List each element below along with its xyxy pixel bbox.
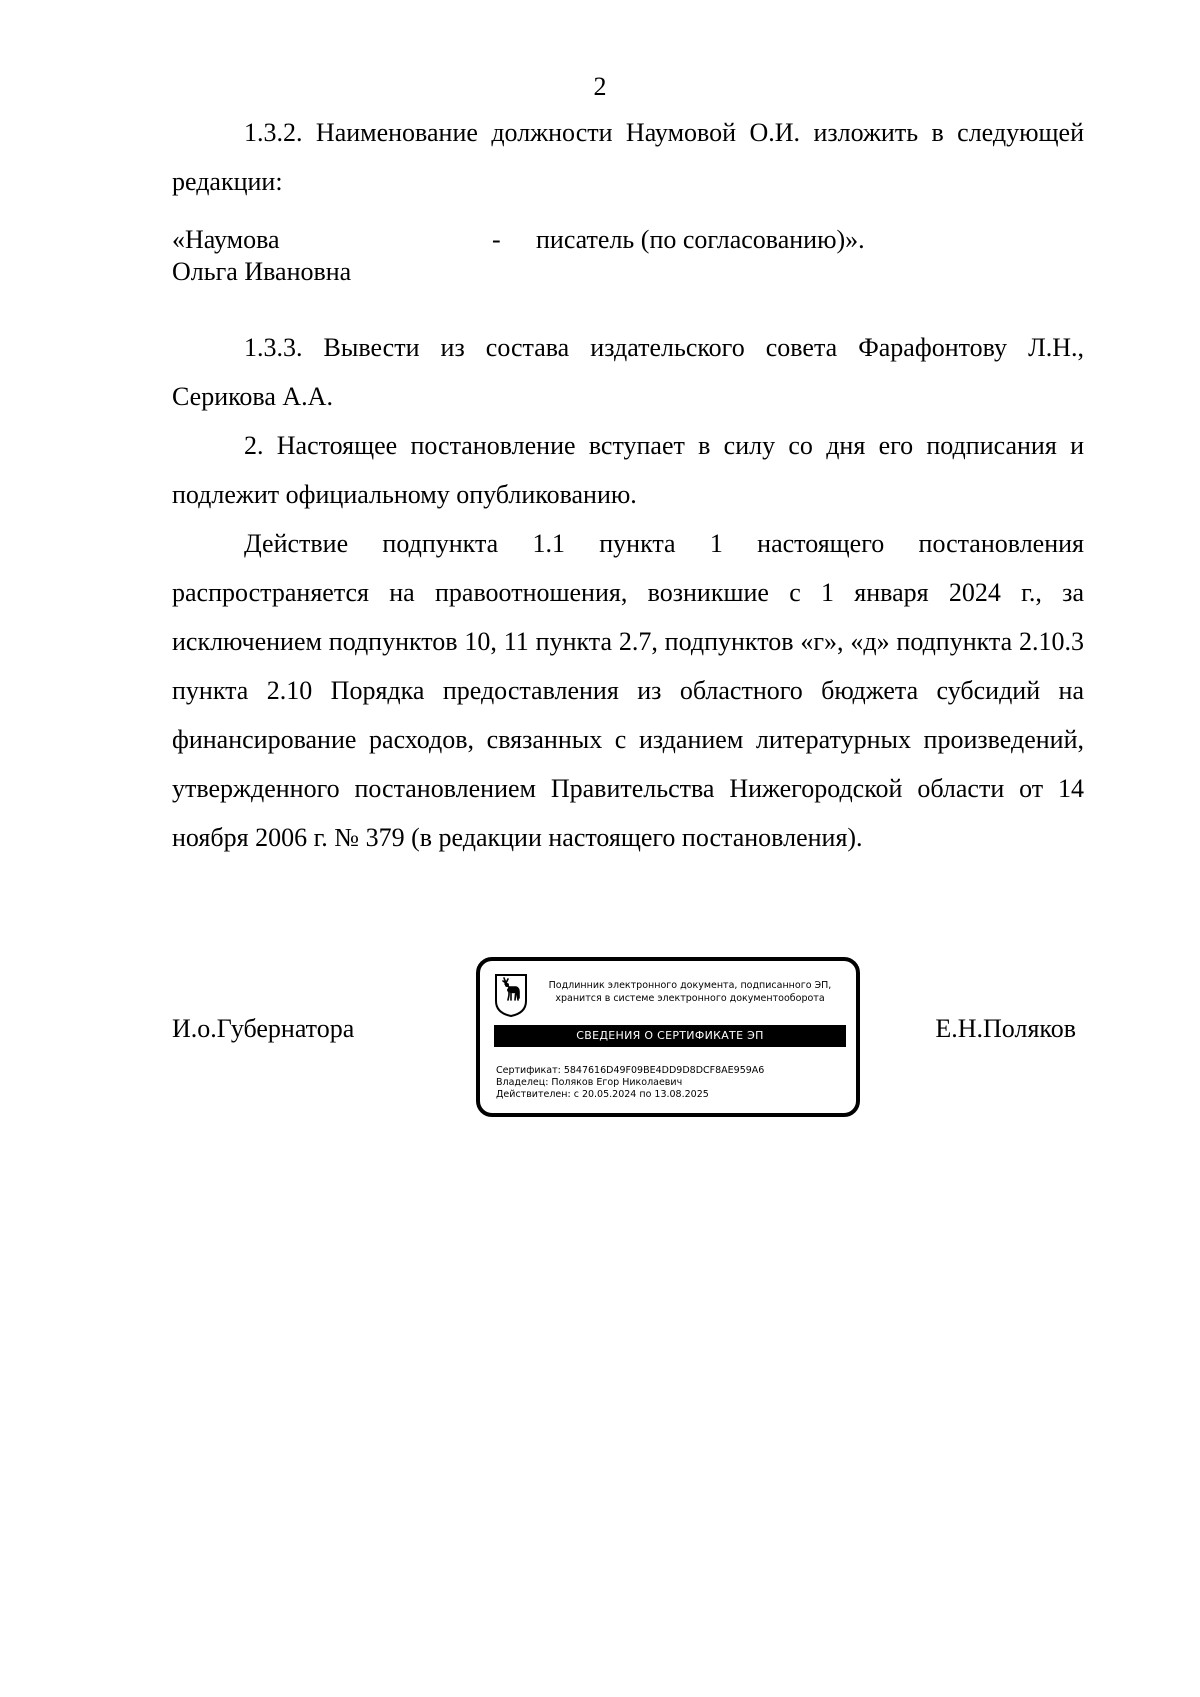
stamp-owner: Владелец: Поляков Егор Николаевич bbox=[496, 1077, 683, 1088]
paragraph-2: 2. Настоящее постановление вступает в силу со дня его подписания и подлежит официальному опубликованию. bbox=[172, 431, 1084, 509]
signatory-title: И.о.Губернатора bbox=[172, 1014, 355, 1043]
stamp-certificate: Сертификат: 5847616D49F09BE4DD9D8DCF8AE959A6 bbox=[496, 1065, 765, 1076]
member-name-line2: Ольга Ивановна bbox=[172, 257, 352, 286]
stamp-header-line1: Подлинник электронного документа, подписанного ЭП, bbox=[548, 980, 832, 991]
paragraph-1-3-2: 1.3.2. Наименование должности Наумовой О.И. изложить в следующей редакции: bbox=[172, 118, 1084, 196]
member-dash: - bbox=[492, 225, 501, 254]
page-number: 2 bbox=[593, 72, 607, 101]
stamp-header bbox=[530, 979, 850, 1005]
member-name-line1: «Наумова bbox=[172, 225, 280, 254]
electronic-signature-stamp bbox=[476, 957, 860, 1117]
signatory-name: Е.Н.Поляков bbox=[935, 1014, 1076, 1043]
member-position: писатель (по согласованию)». bbox=[536, 225, 865, 254]
stamp-certificate-info bbox=[496, 1065, 764, 1101]
paragraph-1-3-3: 1.3.3. Вывести из состава издательского совета Фарафонтову Л.Н., Серикова А.А. bbox=[172, 333, 1084, 411]
deer-coat-of-arms-icon bbox=[494, 973, 528, 1017]
paragraph-action: Действие подпункта 1.1 пункта 1 настоящего постановления распространяется на правоотношения, возникшие с 1 января 2024 г., за исключением подпунктов 10, 11 пункта 2.7, подпунктов «г», «д» подпункта 2.10.3 пункта 2.10 Порядка предоставления из областного бюджета субсидий на финансирование расходов, связанных с изданием литературных произведений, утвержденного постановлением Правительства Нижегородской области от 14 ноября 2006 г. № 379 (в редакции настоящего постановления). bbox=[172, 529, 1084, 852]
stamp-header-line2: хранится в системе электронного документооборота bbox=[555, 993, 825, 1004]
stamp-title-bar: СВЕДЕНИЯ О СЕРТИФИКАТЕ ЭП bbox=[494, 1025, 846, 1047]
stamp-validity: Действителен: с 20.05.2024 по 13.08.2025 bbox=[496, 1089, 709, 1100]
